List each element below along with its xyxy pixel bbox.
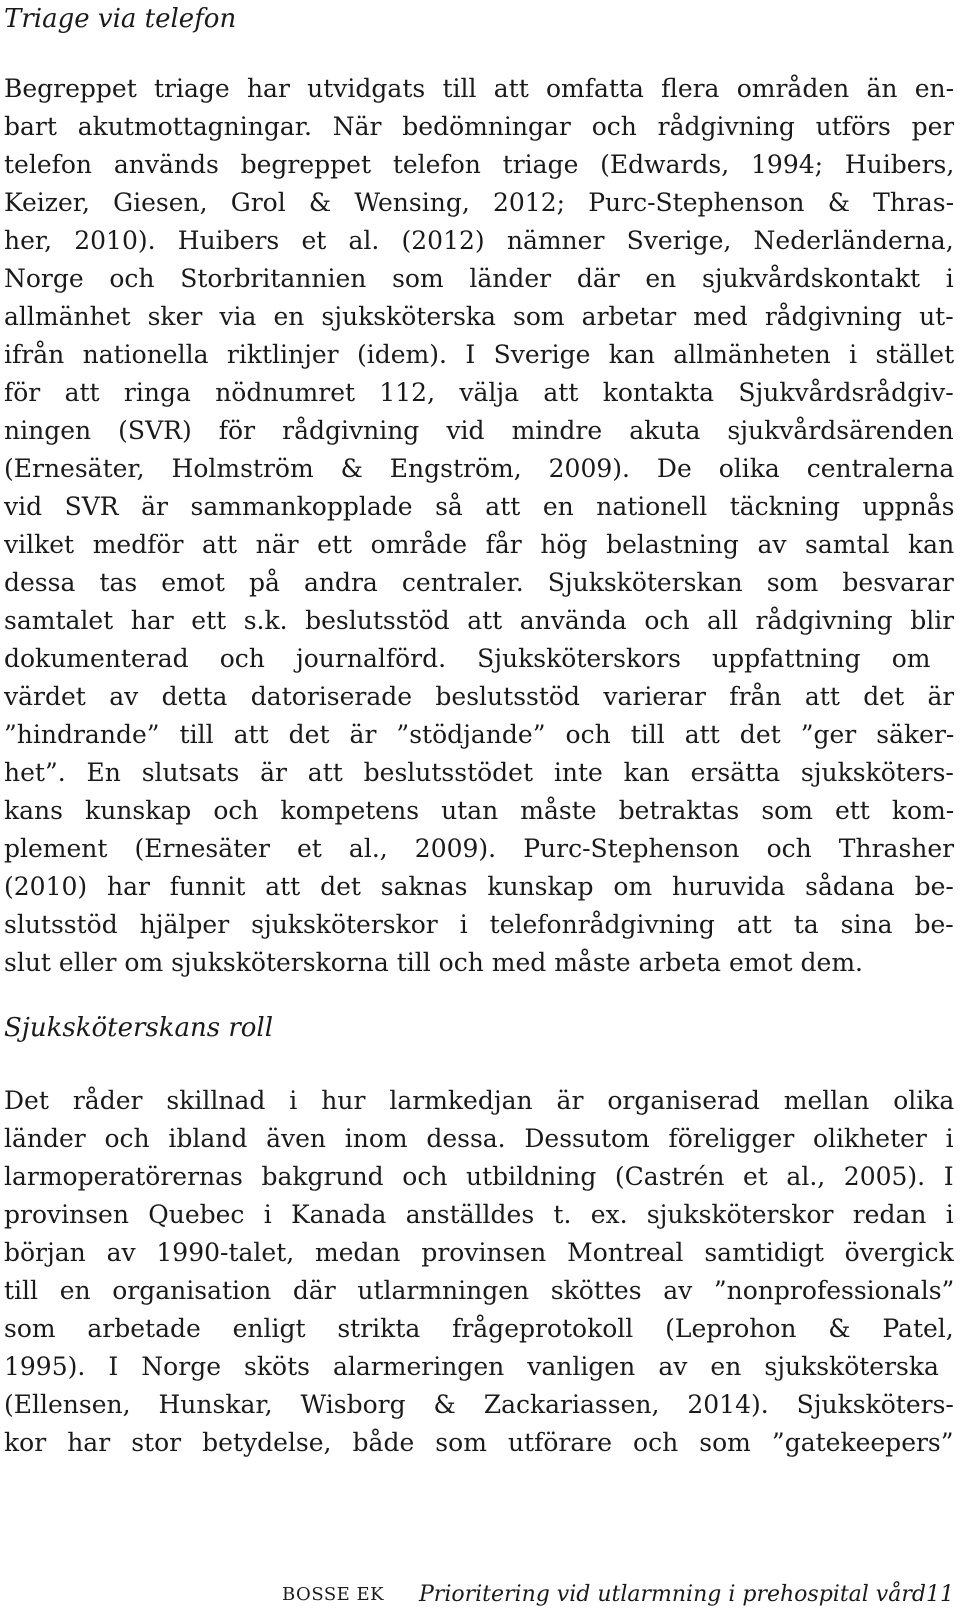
text-line: het”. En slutsats är att beslutsstödet inte kan ersätta sjuksköters- (4, 758, 954, 787)
section-heading-triage: Triage via telefon (4, 4, 237, 34)
text-line: Begreppet triage har utvidgats till att omfatta flera områden än en- (4, 74, 954, 103)
text-line: samtalet har ett s.k. beslutsstöd att använda och all rådgivning blir (4, 606, 954, 635)
text-line: ifrån nationella riktlinjer (idem). I Sverige kan allmänheten i stället (4, 340, 954, 369)
text-line: plement (Ernesäter et al., 2009). Purc-Stephenson och Thrasher (4, 834, 954, 863)
text-line: (Ellensen, Hunskar, Wisborg & Zackariassen, 2014). Sjuksköters- (4, 1390, 954, 1419)
text-line: dessa tas emot på andra centraler. Sjuksköterskan som besvarar (4, 568, 954, 597)
text-line: till en organisation där utlarmningen sköttes av ”nonprofessionals” (4, 1276, 954, 1305)
text-line: Norge och Storbritannien som länder där en sjukvårdskontakt i (4, 264, 954, 293)
text-line: för att ringa nödnumret 112, välja att kontakta Sjukvårdsrådgiv- (4, 378, 954, 407)
text-line: provinsen Quebec i Kanada anställdes t. ex. sjuksköterskor redan i (4, 1200, 954, 1229)
text-line: dokumenterad och journalförd. Sjuksköterskors uppfattning om (4, 644, 931, 673)
paragraph-triage (4, 70, 954, 982)
footer-title: Prioritering vid utlarmning i prehospital vård (419, 1582, 926, 1607)
text-line: Det råder skillnad i hur larmkedjan är organiserad mellan olika (4, 1086, 954, 1115)
text-line: början av 1990-talet, medan provinsen Montreal samtidigt övergick (4, 1238, 954, 1267)
text-line: som arbetade enligt strikta frågeprotokoll (Leprohon & Patel, (4, 1314, 954, 1343)
paragraph-roll (4, 1082, 954, 1462)
text-line: bart akutmottagningar. När bedömningar och rådgivning utförs per (4, 112, 954, 141)
text-line: larmoperatörernas bakgrund och utbildning (Castrén et al., 2005). I (4, 1162, 954, 1191)
text-line: slut eller om sjuksköterskorna till och med måste arbeta emot dem. (4, 948, 863, 977)
text-line: vid SVR är sammankopplade så att en nationell täckning uppnås (4, 492, 954, 521)
text-line: ”hindrande” till att det är ”stödjande” och till att det ”ger säker- (4, 720, 954, 749)
text-line: värdet av detta datoriserade beslutsstöd varierar från att det är (4, 682, 954, 711)
text-line: (Ernesäter, Holmström & Engström, 2009). De olika centralerna (4, 454, 954, 483)
document-page (4, 0, 954, 1613)
text-line: ningen (SVR) för rådgivning vid mindre akuta sjukvårdsärenden (4, 416, 954, 445)
text-line: kans kunskap och kompetens utan måste betraktas som ett kom- (4, 796, 954, 825)
text-line: telefon används begreppet telefon triage (Edwards, 1994; Huibers, (4, 150, 954, 179)
text-line: Keizer, Giesen, Grol & Wensing, 2012; Purc-Stephenson & Thras- (4, 188, 954, 217)
text-line: allmänhet sker via en sjuksköterska som arbetar med rådgivning ut- (4, 302, 954, 331)
text-line: 1995). I Norge sköts alarmeringen vanligen av en sjuksköterska (4, 1352, 939, 1381)
footer-author: BOSSE EK (282, 1584, 385, 1605)
text-line: kor har stor betydelse, både som utförare och som ”gatekeepers” (4, 1428, 954, 1457)
text-line: slutsstöd hjälper sjuksköterskor i telefonrådgivning att ta sina be- (4, 910, 954, 939)
page-footer (4, 1580, 954, 1610)
text-line: her, 2010). Huibers et al. (2012) nämner Sverige, Nederländerna, (4, 226, 954, 255)
section-heading-roll: Sjuksköterskans roll (4, 1013, 274, 1043)
page-number: 11 (926, 1582, 954, 1607)
text-line: länder och ibland även inom dessa. Dessutom föreligger olikheter i (4, 1124, 954, 1153)
text-line: (2010) har funnit att det saknas kunskap om huruvida sådana be- (4, 872, 954, 901)
text-line: vilket medför att när ett område får hög belastning av samtal kan (4, 530, 954, 559)
